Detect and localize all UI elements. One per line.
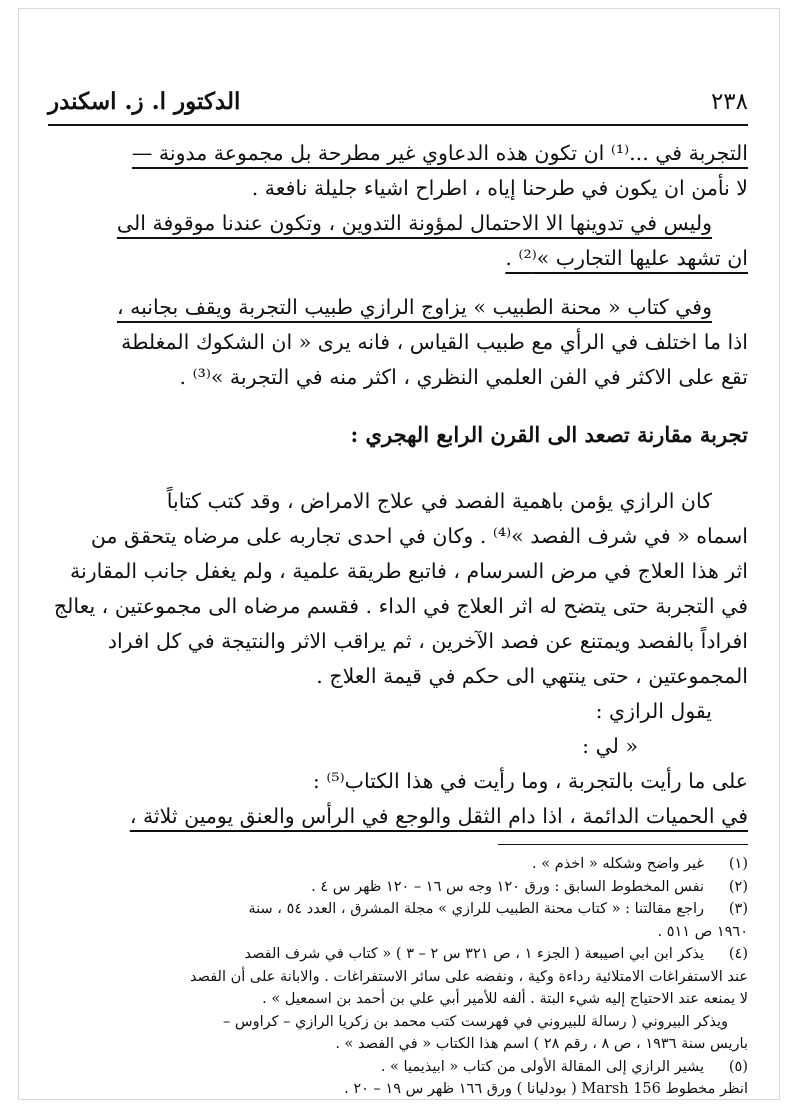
footnote-text: نفس المخطوط السابق : ورق ١٢٠ وجه س ١٦ – ١٢٠ ظهر س ٤ . xyxy=(311,878,704,895)
footnote-continuation: باريس سنة ١٩٣٦ ، ص ٨ ، رقم ٢٨ ) اسم هذا الكتاب « في الفصد » . xyxy=(335,1036,748,1052)
footnote xyxy=(48,876,748,899)
quote-label: « لي : xyxy=(582,734,638,758)
footnote-text: غير واضح وشكله « اخذم » . xyxy=(532,856,704,872)
footnote-continuation: عند الاستفراغات الامتلائية رداءة وكية ، ونفضه على سائر الاستفراغات . والابانة على أن الفصد xyxy=(190,968,748,985)
body-line: وليس في تدوينها الا الاحتمال لمؤونة التدوين ، وتكون عندنا موقوفة الى xyxy=(116,211,712,235)
quote-line: على ما رأيت بالتجربة ، وما رأيت في هذا الكتاب⁽⁵⁾ : xyxy=(312,769,748,793)
body-line: المجموعتين ، حتى ينتهي الى حكم في قيمة العلاج . xyxy=(316,664,748,688)
book-page xyxy=(48,88,748,1101)
footnote-number: (٤) xyxy=(728,946,748,962)
footnote-number: (٢) xyxy=(728,878,748,895)
header-rule xyxy=(48,124,748,126)
running-title: الدكتور ا. ز. اسكندر xyxy=(48,88,241,115)
footnote-continuation: ١٩٦٠ ص ٥١١ . xyxy=(657,923,748,940)
footnotes xyxy=(48,853,748,1101)
section-heading: تجربة مقارنة تصعد الى القرن الرابع الهجري : xyxy=(350,422,748,447)
footnote-continuation: لا يمنعه عند الاحتياج إليه شيء البتة . ألفه للأمير أبي علي بن أحمد بن اسمعيل » . xyxy=(262,991,748,1007)
footnote-continuation: انظر مخطوط Marsh 156 ( بودليانا ) ورق ١٦٦ ظهر س ١٩ – ٢٠ . xyxy=(344,1081,748,1097)
body-line: ان تشهد عليها التجارب »⁽²⁾ . xyxy=(505,246,748,270)
footnote-text: يذكر ابن ابي اصيبعة ( الجزء ١ ، ص ٣٢١ س ٢ – ٣ ) « كتاب في شرف الفصد xyxy=(244,946,704,962)
body-line: في التجربة حتى يتضح له اثر العلاج في الداء . فقسم مرضاه الى مجموعتين ، يعالج xyxy=(53,594,748,618)
footnote-number: (٣) xyxy=(728,901,748,917)
footnote-continuation: ويذكر البيروني ( رسالة للبيروني في فهرست كتب محمد بن زكريا الرازي – كراوس – xyxy=(223,1013,728,1030)
body-line: اسماه « في شرف الفصد »⁽⁴⁾ . وكان في احدى تجاربه على مرضاه يتحقق من xyxy=(90,524,748,548)
quote-intro: يقول الرازي : xyxy=(595,699,712,723)
body-line: التجربة في ...⁽¹⁾ ان تكون هذه الدعاوي غير مطرحة بل مجموعة مدونة — xyxy=(131,141,748,165)
body-line: لا نأمن ان يكون في طرحنا إياه ، اطراح اشياء جليلة نافعة . xyxy=(251,176,748,200)
quote-line: في الحميات الدائمة ، اذا دام الثقل والوجع في الرأس والعنق يومين ثلاثة ، xyxy=(129,804,748,828)
body-line: افراداً بالفصد ويمتنع عن فصد الآخرين ، ثم يراقب الاثر والنتيجة في كل افراد xyxy=(107,629,748,653)
body-line: وفي كتاب « محنة الطبيب » يزاوج الرازي طبيب التجربة ويقف بجانبه ، xyxy=(116,295,712,319)
page-number: ٢٣٨ xyxy=(710,89,748,115)
body-line: كان الرازي يؤمن باهمية الفصد في علاج الامراض ، وقد كتب كتاباً xyxy=(166,489,712,513)
footnote-number: (٥) xyxy=(728,1058,748,1075)
footnote-text: يشير الرازي إلى المقالة الأولى من كتاب « ابيذيميا » . xyxy=(380,1058,704,1075)
body-line: تقع على الاكثر في الفن العلمي النظري ، اكثر منه في التجربة »⁽³⁾ . xyxy=(179,365,748,389)
footnote xyxy=(48,1056,748,1079)
running-header xyxy=(48,88,748,122)
body-line: اثر هذا العلاج في مرض السرسام ، فاتبع طريقة علمية ، ولم يغفل جانب المقارنة xyxy=(70,559,748,583)
body-line: اذا ما اختلف في الرأي مع طبيب القياس ، فانه يرى « ان الشكوك المغلطة xyxy=(121,330,748,354)
footnote xyxy=(48,943,748,966)
footnote-text: راجع مقالتنا : « كتاب محنة الطبيب للرازي » مجلة المشرق ، العدد ٥٤ ، سنة xyxy=(248,901,704,917)
footnote xyxy=(48,853,748,876)
footnote-number: (١) xyxy=(728,856,748,872)
footnote-separator xyxy=(498,844,748,845)
footnote xyxy=(48,898,748,921)
